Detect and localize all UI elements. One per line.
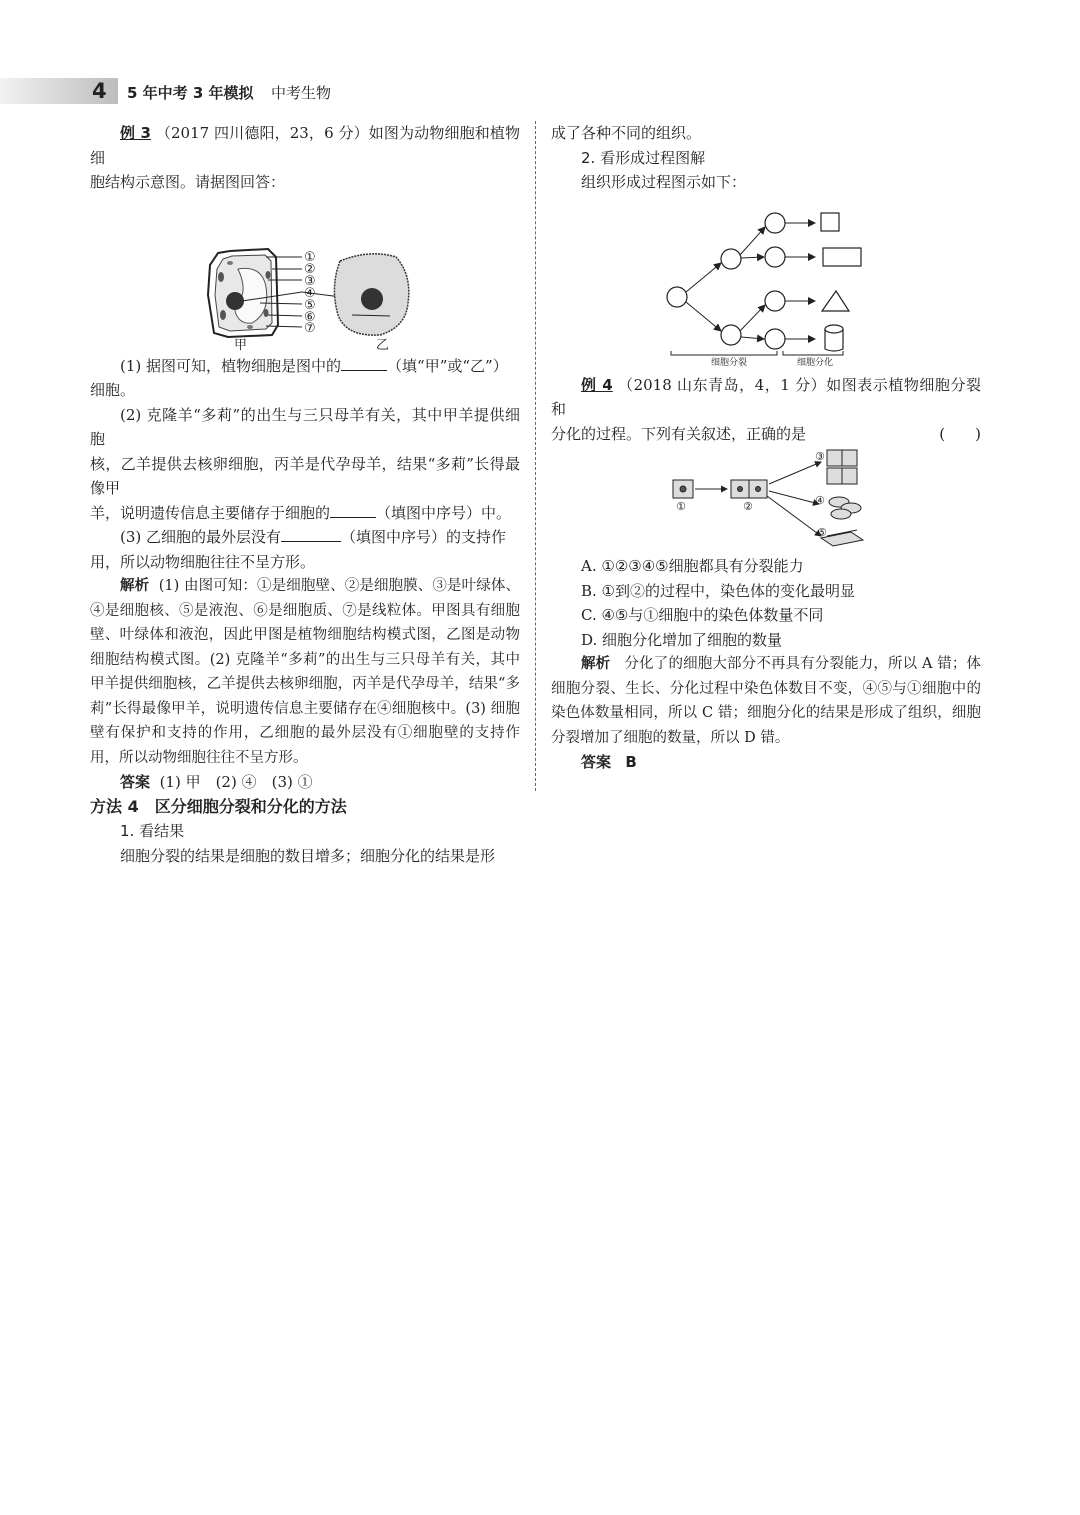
cell-3 xyxy=(765,291,785,311)
option-c[interactable]: C. ④⑤与①细胞中的染色体数量不同 xyxy=(581,606,824,624)
answer-label: 答案 xyxy=(120,773,151,791)
q2-text-a: (2) 克隆羊“多莉”的出生与三只母羊有关，其中甲羊提供细胞 xyxy=(90,405,520,448)
marker-4: ④ xyxy=(304,285,316,301)
root-cell xyxy=(667,287,687,307)
book-title: 5 年中考 3 年模拟 xyxy=(127,84,254,102)
option-b[interactable]: B. ①到②的过程中，染色体的变化最明显 xyxy=(581,581,856,600)
page-header xyxy=(0,78,1080,104)
left-column xyxy=(90,121,520,868)
marker-3: ③ xyxy=(304,273,316,289)
question-3 xyxy=(90,525,520,550)
example4-label: 例 4 xyxy=(581,375,613,394)
q3-text-b: （填图中序号）的支持作 xyxy=(341,528,507,546)
fig3-marker-5: ⑤ xyxy=(817,526,827,539)
tissue-square xyxy=(821,213,839,231)
example3-analysis xyxy=(90,574,520,770)
caption-animal-cell: 乙 xyxy=(376,337,390,353)
label-cell-differentiation: 细胞分化 xyxy=(797,357,834,368)
column-divider xyxy=(535,121,536,791)
marker-7: ⑦ xyxy=(304,320,316,336)
tissue-rectangle xyxy=(823,248,861,266)
plant-cell-division-figure xyxy=(551,446,981,554)
continuation-text: 成了各种不同的组织。 xyxy=(551,124,702,142)
q1-text-a: (1) 据图可知，植物细胞是图中的 xyxy=(120,356,342,375)
q2-text-c: 羊，说明遗传信息主要储存于细胞的 xyxy=(90,503,331,522)
marker-5: ⑤ xyxy=(304,297,316,313)
example4-answer xyxy=(551,750,981,775)
example4-stem-a: 如图表示植物细胞分裂和 xyxy=(551,375,981,418)
q2-text-b: 核，乙羊提供去核卵细胞，丙羊是代孕母羊，结果“多莉”长得最像甲 xyxy=(90,454,520,497)
cell-upper xyxy=(721,249,741,269)
caption-plant-cell: 甲 xyxy=(234,337,248,353)
process-intro: 组织形成过程图示如下： xyxy=(581,173,747,191)
example4-stem-b-line xyxy=(551,422,981,447)
answer-label: 答案 xyxy=(581,753,612,771)
analysis-text: (1) 由图可知：①是细胞壁、②是细胞膜、③是叶绿体、④是细胞核、⑤是液泡、⑥是细胞质、⑦是线粒体。甲图具有细胞壁、叶绿体和液泡，因此甲图是植物细胞结构模式图，乙图是动物细胞结构模式图。(2) 克隆羊“多莉”的出生与三只母羊有关，其中甲羊提供细胞核，乙羊提供去核卵细胞，丙羊是代孕母羊，结果“多莉”长得最像甲羊，说明遗传信息主要储存在④细胞核中。(3) 细胞壁有保护和支持的作用，乙细胞的最外层没有①细胞壁的支持作用，所以动物细胞往往不呈方形。 xyxy=(90,578,520,766)
analysis-label: 解析 xyxy=(120,578,150,594)
subheading-process: 2. 看形成过程图解 xyxy=(581,148,706,167)
cell-1 xyxy=(765,213,785,233)
result-text: 细胞分裂的结果是细胞的数目增多；细胞分化的结果是形 xyxy=(120,846,496,865)
tissue-formation-diagram xyxy=(551,195,981,365)
example3-stem-a: 如图为动物细胞和植物细 xyxy=(90,124,520,167)
marker-2: ② xyxy=(304,261,316,277)
cell-lower xyxy=(721,325,741,345)
example3-stem-b: 胞结构示意图。请据图回答： xyxy=(90,173,286,191)
method4-title: 方法 4 区分细胞分裂和分化的方法 xyxy=(90,796,347,816)
subheading-look-result: 1. 看结果 xyxy=(120,822,185,840)
q2-blank[interactable] xyxy=(330,503,376,518)
fig3-marker-4: ④ xyxy=(815,494,825,507)
example4-analysis xyxy=(551,652,981,750)
q3-text-c: 用，所以动物细胞往往不呈方形。 xyxy=(90,552,316,571)
example3-label: 例 3 xyxy=(120,124,151,142)
q3-blank[interactable] xyxy=(281,527,341,542)
plant-cell-diagram xyxy=(208,249,278,337)
q2-text-d: （填图中序号）中。 xyxy=(376,503,512,522)
label-cell-division: 细胞分裂 xyxy=(711,357,748,368)
example4-stem xyxy=(551,373,981,422)
page-number: 4 xyxy=(92,79,107,103)
question-1 xyxy=(90,354,520,379)
fig3-marker-2: ② xyxy=(743,500,753,513)
answer-paren[interactable]: ( ) xyxy=(939,424,981,443)
cell-2 xyxy=(765,247,785,267)
tissue-triangle xyxy=(822,291,849,311)
cell-4 xyxy=(765,329,785,349)
cell-structure-figure xyxy=(90,195,520,340)
right-column xyxy=(551,121,981,775)
q1-text-b: （填“甲”或“乙”） xyxy=(387,356,508,375)
fig3-marker-1: ① xyxy=(676,500,686,513)
answer-text: B xyxy=(625,753,637,771)
marker-6: ⑥ xyxy=(304,309,316,325)
analysis-label: 解析 xyxy=(581,656,611,672)
analysis-text: 分化了的细胞大部分不再具有分裂能力，所以 A 错；体细胞分裂、生长、分化过程中染色体数目不变，④⑤与①细胞中的染色体数量相同，所以 C 错；细胞分化的结果是形成了组织，细胞分裂增加了细胞的数量，所以 D 错。 xyxy=(551,656,982,746)
option-d[interactable]: D. 细胞分化增加了细胞的数量 xyxy=(581,630,783,649)
example3-source: （2017 四川德阳，23，6 分） xyxy=(155,124,369,142)
option-a[interactable]: A. ①②③④⑤细胞都具有分裂能力 xyxy=(581,557,804,575)
example3-answer xyxy=(90,770,520,795)
question-2 xyxy=(90,501,520,526)
marker-1: ① xyxy=(304,249,316,265)
animal-cell-diagram xyxy=(334,253,408,334)
example3-stem xyxy=(90,121,520,170)
q1-text-c: 细胞。 xyxy=(90,381,136,399)
subject-title: 中考生物 xyxy=(271,84,332,102)
example4-stem-b: 分化的过程。下列有关叙述，正确的是 xyxy=(551,424,807,443)
q3-text-a: (3) 乙细胞的最外层没有 xyxy=(120,528,282,546)
fig3-marker-3: ③ xyxy=(815,450,825,463)
example4-source: （2018 山东青岛，4，1 分） xyxy=(618,375,827,394)
answer-text: (1) 甲 (2) ④ (3) ① xyxy=(159,773,313,791)
stage5-cells xyxy=(821,532,863,546)
